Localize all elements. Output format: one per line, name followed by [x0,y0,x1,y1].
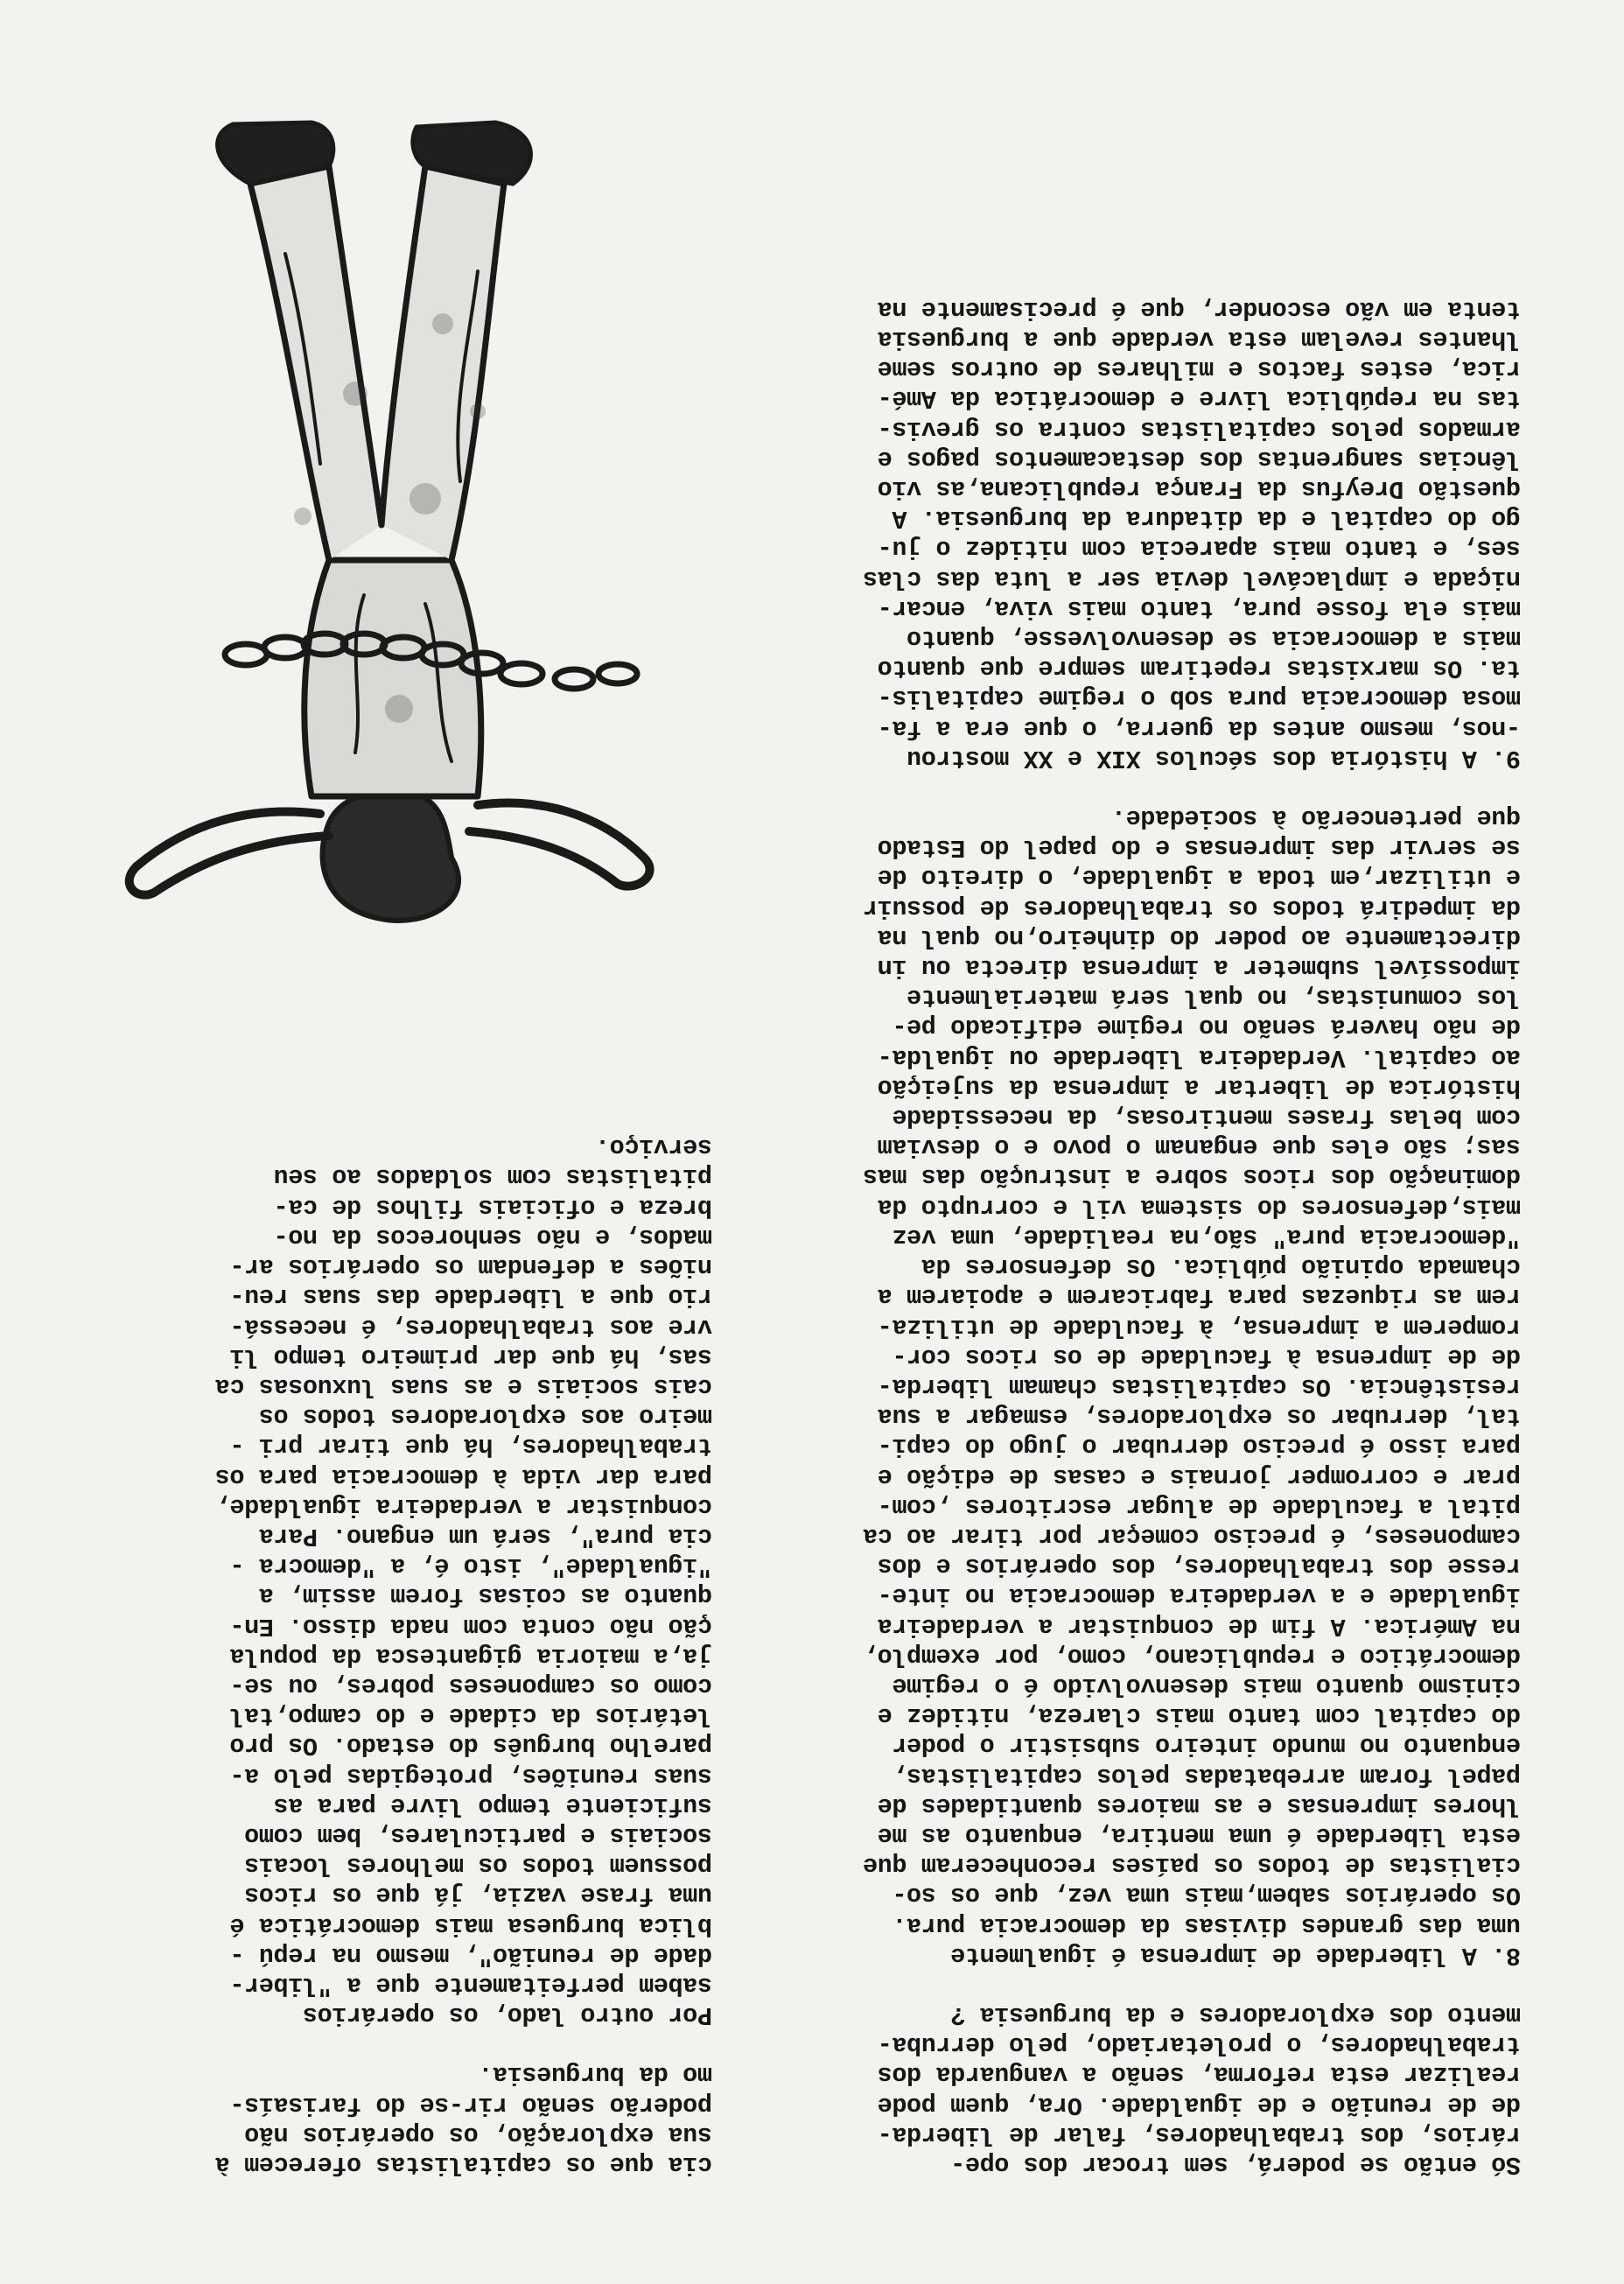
paragraph: Só então se poderá, sem trocar dos ope- rários, dos trabalhadores, falar de liberda- de de reunião e de igualdade. Ora, quem pode realizar esta reforma, senão a vanguarda dos trabalhadores, o proletariado, pelo derruba- mento dos exploradores e da burguesia ? [878,2000,1521,2179]
paragraph-section-8: 8. A liberdade de imprensa é igualmente uma das grandes divisas da democracia pura. Os operários sabem,mais uma vez, que os so- cialistas de todos os países reconheceram que esta liberdade é uma mentira, enquanto as me lhores imprensas e as maiores quantidades de papel foram arrebatadas pelos capitalistas, enquanto no mundo inteiro subsistir o poder do capital com tanto mais clareza, nitidez e cinismo quanto mais desenvolvido é o regime democrático e republicano, como, por exemplo, na América. A fim de conquistar a verdadeira igualdade e a verdadeira democracia no inte- resse dos trabalhadores, dos operários e dos camponeses, é preciso começar por tirar ao ca pital a faculdade de alugar escritores ,com- prar e corromper jornais e casas de edição e para isso é preciso derrubar o jugo do capi- tal, derrubar os exploradores, esmagar a sua resistência. Os capitalistas chamam liberda- de de imprensa à faculdade de os ricos cor- romperem a imprensa, à faculdade de utiliza- rem as riquezas para fabricarem e apoiarem a chamada opinião pública. Os defensores da "democracia pura" são,na realidade, uma vez mais,defensores do sistema vil e corrupto da dominação dos ricos sobre a instrução das mas sas; são eles que enganam o povo e o desviam com belas frases mentirosas, da necessidade histórica de libertar a imprensa da sujeição ao capital. Verdadeira liberdade ou igualda- de não haverá senão no regime edificado pe- los comunistas, no qual será materialmente impossível submeter a imprensa directa ou in directamente ao poder do dinheiro,no qual na da impedirá todos os trabalhadores de possuir e utilizar,em toda a igualdade, o direito de se servir das imprensas e do papel do Estado que pertencerão à sociedade. [863,803,1521,1970]
text-column-side [47,1102,712,2179]
paragraph: Por outro lado, os operários sabem perfeitamente que a "liber- dade de reunião", mesmo na repú - blica burguesa mais democrática é uma frase vazia, já que os ricos possuem todos os melhores locais sociais e particulares, bem como suficiente tempo livre para as suas reuniões, protegidas pelo a- parelho burguês do estado. Os pro letários da cidade e do campo,tal como os camponeses pobres, ou se- ja,a maioria gigantesca da popula ção não conta com nada disso. En- quanto as coisas forem assim, a "igualdade", isto é, a "democra - cia pura", será um engano. Para conquistar a verdadeira igualdade, para dar vida à democracia para os trabalhadores, há que tirar pri - meiro aos exploradores todos os cais sociais e as suas luxuosas ca sas, há que dar primeiro tempo li vre aos trabalhadores, é necessá- rio que a liberdade das suas reu- niões a defendam os operários ar- mados, e não senhorecos da no- breza e oficiais filhos de ca- pitalistas com soldados ao seu serviço. [215,1132,712,2030]
chained-worker-illustration [32,96,740,936]
text-column-main [663,264,1521,2179]
paragraph: cia que os capitalistas oferecem à sua exploração, os operários não poderão senão rir-se do farisaís- mo da burguesia. [215,2060,712,2179]
paragraph-section-9: 9. A história dos séculos XIX e XX mostrou -nos, mesmo antes da guerra, o que era a fa- mosa democracia pura sob o regime capitalis- ta. Os marxistas repetiram sempre que quanto mais a democracia se desenvolvesse, quanto mais ela fosse pura, tanto mais viva, encar- niçada e implacável devia ser a luta das clas ses, e tanto mais aparecia com nitidez o ju- go do capital e da ditadura da burguesia. A questão Dreyfus da França republicana,as vio lências sangrentas dos destacamentos pagos e armados pelos capitalistas contra os grevis- tas na república livre e democrática da Amé- rica, estes factos e milhares de outros seme lhantes revelam esta verdade que a burguesia tenta em vão esconder, que é precisamente na [863,294,1521,773]
